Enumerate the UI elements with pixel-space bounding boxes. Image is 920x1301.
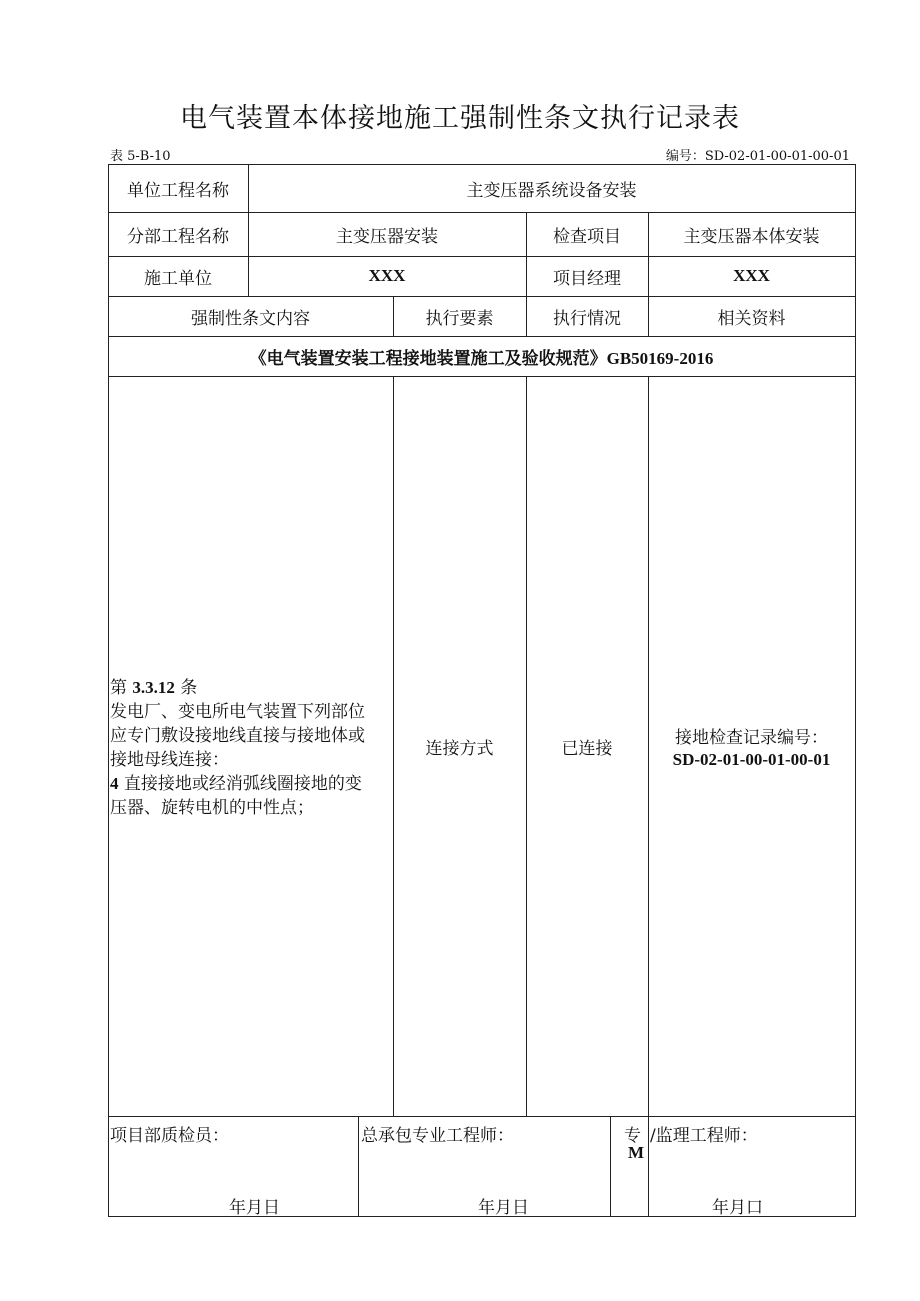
execution-status: 已连接 [561,738,613,759]
col-header-content: 强制性条文内容 [191,308,310,329]
clause-line: 应专门敷设接地线直接与接地体或 [110,726,365,746]
contractor-label: 施工单位 [144,268,212,289]
date-gc-engineer: 年月日 [478,1198,529,1218]
execution-docs [648,376,855,1116]
docs-label: 接地检查记录编号： [675,727,828,748]
clause-item-text: 直接接地或经消弧线圈接地的变 [118,774,362,794]
form-number: 表 5-B-10 [110,149,171,164]
sub-project-label: 分部工程名称 [127,226,229,247]
col-header-docs: 相关资料 [717,308,786,329]
col-header-element: 执行要素 [425,308,494,329]
clause-line: 压器、旋转电机的中性点； [110,798,314,818]
clause-line: 接地母线连接： [110,750,229,770]
col-header-status: 执行情况 [553,308,621,329]
clause-line: 发电厂、变电所电气装置下列部位 [110,702,365,722]
gc-engineer-label: 总承包专业工程师： [361,1126,514,1146]
docs-record-number: SD-02-01-00-01-00-01 [672,749,831,769]
date-supervisor: 年月口 [712,1198,763,1218]
serial-number: 编号：SD-02-01-00-01-00-01 [665,149,850,164]
standard-title: 《电气装置安装工程接地装置施工及验收规范》GB50169-2016 [249,348,714,368]
project-manager-value: XXX [733,266,770,285]
clause-prefix: 第 [110,678,133,698]
clause-suffix: 条 [174,678,198,698]
contractor-value: XXX [368,266,406,285]
clause-number: 3.3.12 [132,678,175,697]
unit-project-label: 单位工程名称 [127,180,229,201]
check-item-label: 检查项目 [553,226,621,247]
check-item-value: 主变压器本体安装 [683,226,820,247]
sub-project-value: 主变压器安装 [336,226,438,247]
project-manager-label: 项目经理 [553,268,621,289]
execution-element: 连接方式 [425,738,494,759]
zhuan-label: 专 [624,1126,641,1146]
quality-inspector-label: 项目部质检员： [110,1126,229,1146]
clause-text [110,676,392,820]
m-label: M [628,1143,645,1162]
supervisor-label: /监理工程师： [650,1126,758,1146]
page-title: 电气装置本体接地施工强制性条文执行记录表 [180,103,740,134]
date-quality-inspector: 年月日 [229,1198,280,1218]
clause-item-number: 4 [110,774,119,793]
unit-project-value: 主变压器系统设备安装 [466,180,637,201]
